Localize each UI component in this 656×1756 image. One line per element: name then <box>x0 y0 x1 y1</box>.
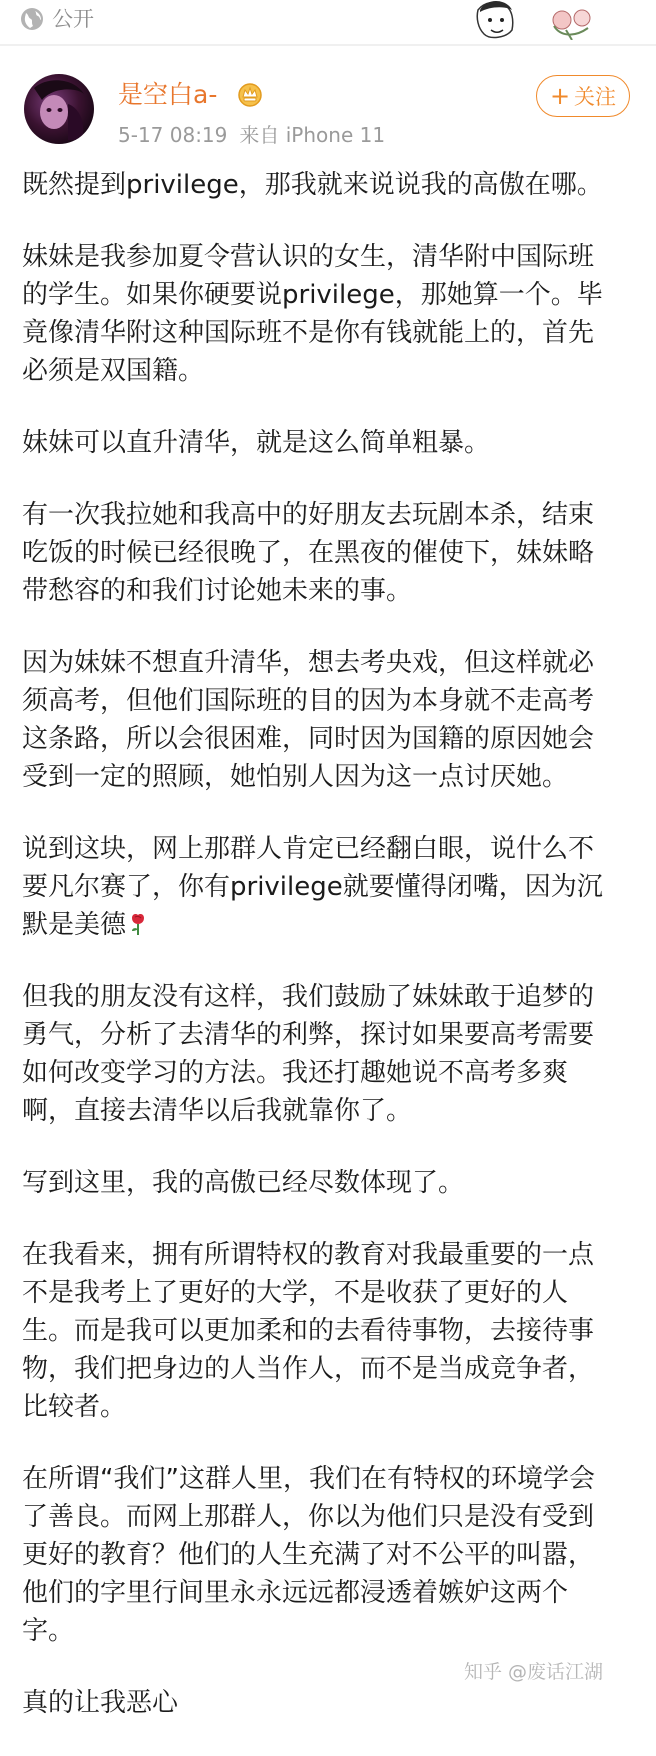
post-paragraph <box>22 644 638 796</box>
post-paragraph <box>22 496 638 610</box>
post-line: 在我看来，拥有所谓特权的教育对我最重要的一点 <box>22 1240 595 1270</box>
post-paragraph <box>22 1460 638 1650</box>
post-line: 在所谓“我们”这群人里，我们在有特权的环境学会 <box>22 1464 595 1494</box>
post-line: 带愁容的和我们讨论她未来的事。 <box>22 576 413 606</box>
post-paragraph <box>22 424 638 462</box>
post-line: 物，我们把身边的人当作人，而不是当成竞争者， <box>22 1354 595 1384</box>
post-line: 写到这里，我的高傲已经尽数体现了。 <box>22 1168 465 1198</box>
avatar-image <box>24 74 94 144</box>
post-paragraph <box>22 238 638 390</box>
post-line: 妹妹是我参加夏令营认识的女生，清华附中国际班 <box>22 242 595 272</box>
follow-button[interactable] <box>536 75 630 117</box>
follow-label: 关注 <box>574 85 617 109</box>
post-line: 更好的教育？他们的人生充满了对不公平的叫嚣， <box>22 1540 595 1570</box>
post-paragraph <box>22 1684 638 1722</box>
post-paragraph <box>22 166 638 204</box>
rose-emoji-icon <box>128 912 148 936</box>
post-line: 妹妹可以直升清华，就是这么简单粗暴。 <box>22 428 491 458</box>
post-line: 竟像清华附这种国际班不是你有钱就能上的，首先 <box>22 318 595 348</box>
post-line: 须高考，但他们国际班的目的因为本身就不走高考 <box>22 686 595 716</box>
post-line: 但我的朋友没有这样，我们鼓励了妹妹敢于追梦的 <box>22 982 595 1012</box>
post-line: 比较者。 <box>22 1392 127 1422</box>
post-line: 既然提到privilege，那我就来说说我的高傲在哪。 <box>22 170 603 200</box>
post-line: 他们的字里行间里永永远远都浸透着嫉妒这两个 <box>22 1578 569 1608</box>
post-line: 默是美德 <box>22 906 638 944</box>
cartoon-sticker <box>476 0 614 40</box>
post-source: 来自 iPhone 11 <box>239 123 386 147</box>
post-line: 因为妹妹不想直升清华，想去考央戏，但这样就必 <box>22 648 595 678</box>
post-paragraph <box>22 1164 638 1202</box>
post-line: 必须是双国籍。 <box>22 356 205 386</box>
post-line: 这条路，所以会很困难，同时因为国籍的原因她会 <box>22 724 595 754</box>
post-line: 不是我考上了更好的大学，不是收获了更好的人 <box>22 1278 569 1308</box>
post-line: 了善良。而网上那群人，你以为他们只是没有受到 <box>22 1502 595 1532</box>
watermark: 知乎 @废话江湖 <box>464 1661 604 1683</box>
post-body <box>22 166 638 1756</box>
post-line: 勇气，分析了去清华的利弊，探讨如果要高考需要 <box>22 1020 595 1050</box>
plus-icon: + <box>549 82 571 110</box>
post-line: 受到一定的照顾，她怕别人因为这一点讨厌她。 <box>22 762 569 792</box>
post-line: 要凡尔赛了，你有privilege就要懂得闭嘴，因为沉 <box>22 872 603 902</box>
post-line: 生。而是我可以更加柔和的去看待事物，去接待事 <box>22 1316 595 1346</box>
post-meta <box>118 122 385 148</box>
post-line: 吃饭的时候已经很晚了，在黑夜的催使下，妹妹略 <box>22 538 595 568</box>
post-paragraph <box>22 978 638 1130</box>
post-date: 5-17 08:19 <box>118 123 228 147</box>
post-line: 字。 <box>22 1616 75 1646</box>
crown-badge-icon <box>236 80 264 108</box>
post-line: 真的让我恶心 <box>22 1688 179 1718</box>
post-line: 说到这块，网上那群人肯定已经翻白眼，说什么不 <box>22 834 595 864</box>
avatar[interactable] <box>24 74 94 144</box>
top-bar <box>0 0 656 40</box>
globe-icon <box>20 7 44 31</box>
post-line: 的学生。如果你硬要说privilege，那她算一个。毕 <box>22 280 603 310</box>
post-line: 有一次我拉她和我高中的好朋友去玩剧本杀，结束 <box>22 500 595 530</box>
post-paragraph <box>22 1236 638 1426</box>
header-divider <box>0 44 656 46</box>
visibility-label: 公开 <box>52 7 94 31</box>
author-name[interactable]: 是空白a- <box>118 80 218 109</box>
post-line: 如何改变学习的方法。我还打趣她说不高考多爽 <box>22 1058 569 1088</box>
post-line: 啊，直接去清华以后我就靠你了。 <box>22 1096 413 1126</box>
post-paragraph <box>22 830 638 944</box>
